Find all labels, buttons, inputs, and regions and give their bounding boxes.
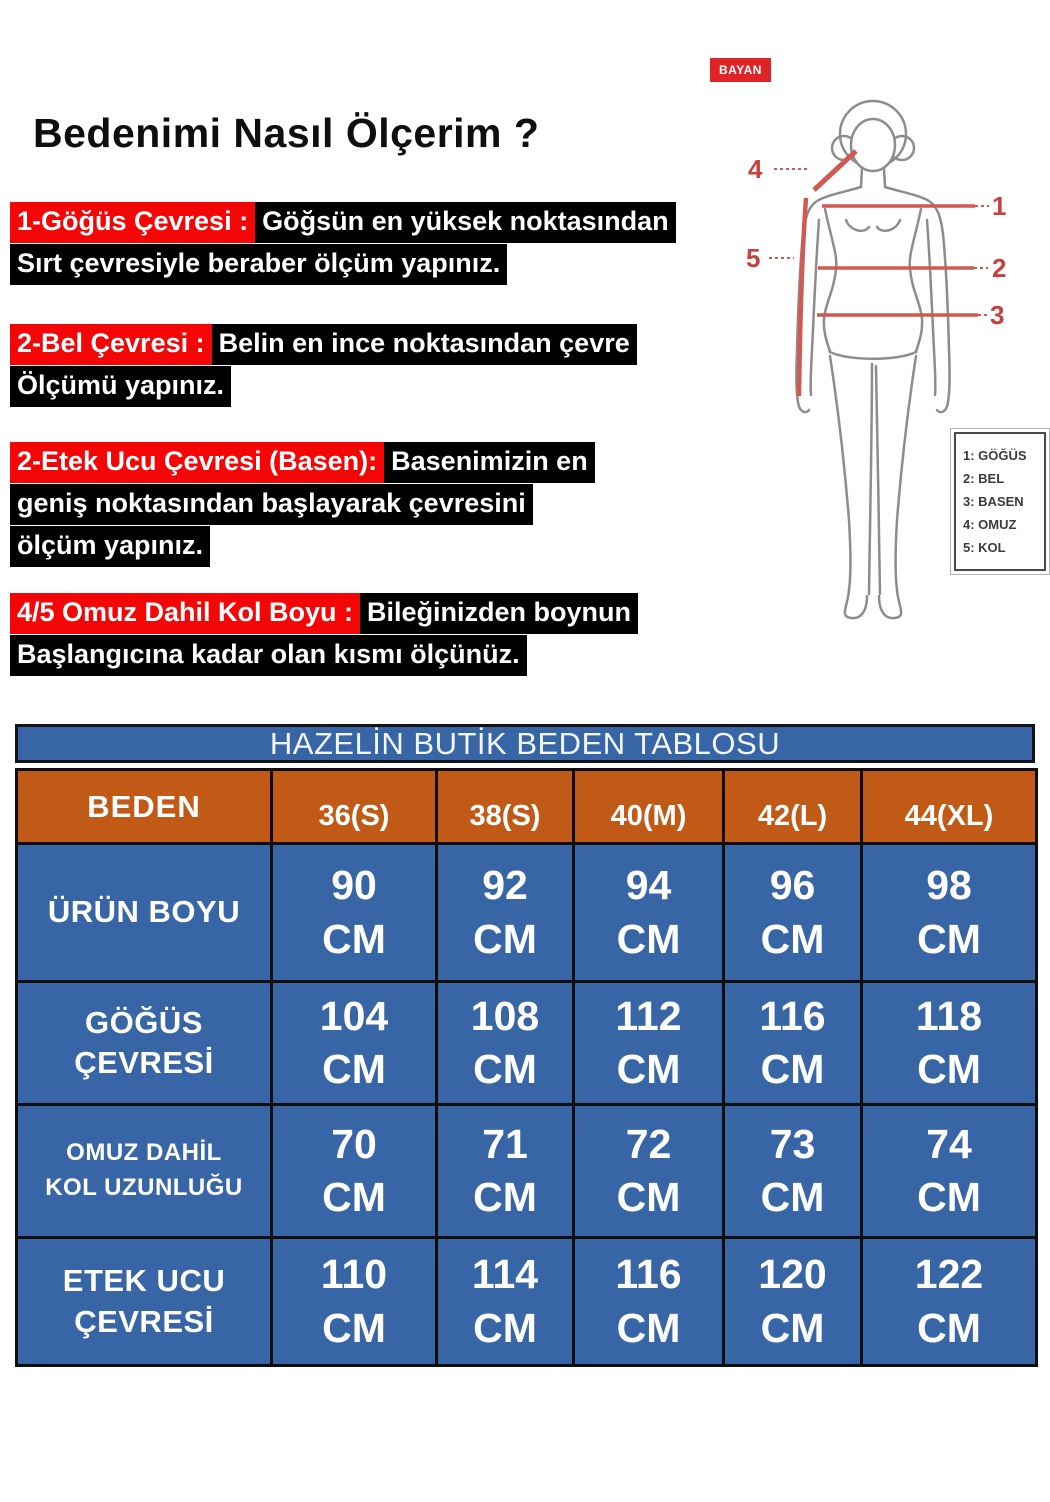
instruction-line (10, 526, 730, 567)
instruction-text: Bileğinizden boynun (360, 593, 638, 634)
header-cell-42l: 42(L) (724, 770, 862, 844)
header-cell-36s: 36(S) (272, 770, 437, 844)
instruction-line (10, 442, 730, 483)
instruction-line (10, 593, 730, 634)
table-row-gogus-cevresi (17, 982, 1037, 1105)
woman-outline-svg (698, 48, 1050, 673)
value-cell: 96 CM (724, 844, 862, 982)
value-cell: 94 CM (574, 844, 724, 982)
value-cell: 116 CM (724, 982, 862, 1105)
table-row-kol-uzunlugu (17, 1105, 1037, 1238)
header-cell-38s: 38(S) (437, 770, 574, 844)
instruction-block-kol (10, 593, 730, 677)
row-label: ETEK UCU ÇEVRESİ (17, 1238, 272, 1366)
value-cell: 116 CM (574, 1238, 724, 1366)
instruction-line (10, 484, 730, 525)
header-cell-beden: BEDEN (17, 770, 272, 844)
instruction-line (10, 202, 730, 243)
value-cell: 92 CM (437, 844, 574, 982)
instruction-block-bel (10, 324, 730, 408)
value-cell: 104 CM (272, 982, 437, 1105)
instruction-text: Başlangıcına kadar olan kısmı ölçünüz. (10, 635, 527, 676)
instruction-text: ölçüm yapınız. (10, 526, 210, 567)
instruction-line (10, 366, 730, 407)
legend-item-kol: 5: KOL (963, 540, 1006, 555)
instruction-block-gogus (10, 202, 730, 286)
value-cell: 118 CM (862, 982, 1037, 1105)
legend-item-omuz: 4: OMUZ (963, 517, 1017, 532)
marker-hip-3: 3 (990, 300, 1005, 330)
measurement-legend (954, 432, 1046, 571)
marker-chest-1: 1 (992, 191, 1007, 221)
header-cell-44xl: 44(XL) (862, 770, 1037, 844)
instruction-text: Göğsün en yüksek noktasından (255, 202, 676, 243)
table-row-etek-ucu (17, 1238, 1037, 1366)
instruction-text: Belin en ince noktasından çevre (212, 324, 637, 365)
instruction-text: geniş noktasından başlayarak çevresini (10, 484, 533, 525)
table-row-urun-boyu (17, 844, 1037, 982)
instruction-label: 4/5 Omuz Dahil Kol Boyu : (10, 593, 360, 634)
page-title: Bedenimi Nasıl Ölçerim ? (33, 110, 540, 156)
value-cell: 122 CM (862, 1238, 1037, 1366)
instruction-line (10, 635, 730, 676)
body-measurement-figure (698, 48, 1050, 673)
measurement-line-arm (799, 198, 806, 396)
value-cell: 73 CM (724, 1105, 862, 1238)
size-table-title: HAZELİN BUTİK BEDEN TABLOSU (15, 724, 1035, 763)
value-cell: 72 CM (574, 1105, 724, 1238)
measurement-markers (746, 154, 1006, 330)
instruction-label: 1-Göğüs Çevresi : (10, 202, 255, 243)
value-cell: 114 CM (437, 1238, 574, 1366)
value-cell: 74 CM (862, 1105, 1037, 1238)
value-cell: 108 CM (437, 982, 574, 1105)
legend-item-gogus: 1: GÖĞÜS (963, 448, 1027, 463)
value-cell: 71 CM (437, 1105, 574, 1238)
marker-shoulder-4: 4 (748, 154, 763, 184)
instruction-text: Ölçümü yapınız. (10, 366, 231, 407)
instruction-line (10, 324, 730, 365)
value-cell: 120 CM (724, 1238, 862, 1366)
instruction-text: Sırt çevresiyle beraber ölçüm yapınız. (10, 244, 507, 285)
marker-arm-5: 5 (746, 243, 761, 273)
instruction-line (10, 244, 730, 285)
legend-item-bel: 2: BEL (963, 471, 1005, 486)
instruction-block-etek (10, 442, 730, 568)
legend-item-basen: 3: BASEN (963, 494, 1024, 509)
row-label: ÜRÜN BOYU (17, 844, 272, 982)
header-cell-40m: 40(M) (574, 770, 724, 844)
woman-outline (796, 101, 949, 618)
row-label: GÖĞÜS ÇEVRESİ (17, 982, 272, 1105)
value-cell: 110 CM (272, 1238, 437, 1366)
value-cell: 90 CM (272, 844, 437, 982)
instruction-label: 2-Etek Ucu Çevresi (Basen): (10, 442, 384, 483)
instruction-label: 2-Bel Çevresi : (10, 324, 212, 365)
value-cell: 70 CM (272, 1105, 437, 1238)
value-cell: 112 CM (574, 982, 724, 1105)
row-label: OMUZ DAHİL KOL UZUNLUĞU (17, 1105, 272, 1238)
size-table-header-row (17, 770, 1037, 844)
instruction-text: Basenimizin en (384, 442, 595, 483)
marker-waist-2: 2 (992, 253, 1007, 283)
bayan-badge: BAYAN (710, 58, 771, 82)
value-cell: 98 CM (862, 844, 1037, 982)
size-table (15, 768, 1038, 1367)
